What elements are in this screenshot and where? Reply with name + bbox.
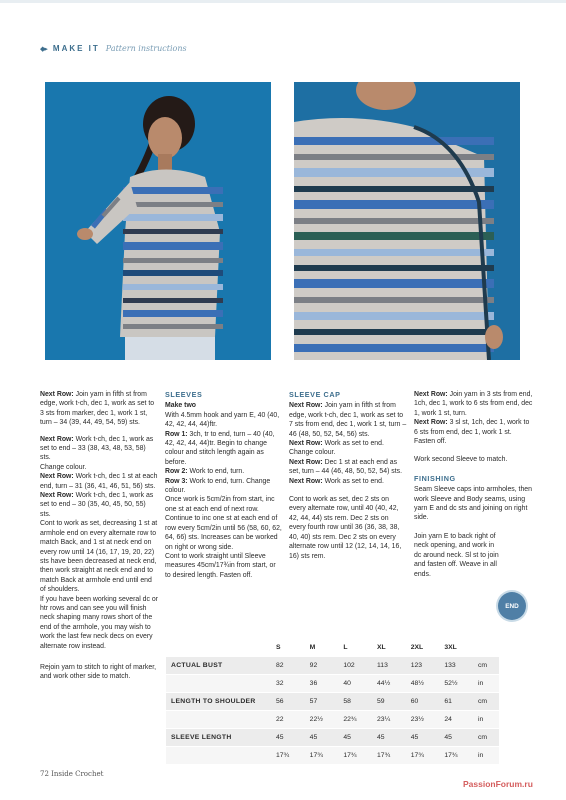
table-row (166, 693, 499, 711)
table-cell: 56 (271, 693, 305, 711)
paragraph: Next Row: Work t-ch, dec 1 st at each end, turn – 31 (36, 41, 46, 51, 56) sts. (40, 473, 158, 490)
row-label (166, 747, 271, 765)
table-cell: 17¾ (439, 747, 473, 765)
table-cell: 48½ (406, 675, 440, 693)
table-row (166, 711, 499, 729)
column-1 (40, 390, 158, 689)
table-cell: 59 (372, 693, 406, 711)
paragraph: With 4.5mm hook and yarn E, 40 (40, 42, 42, 44, 44)ftr. (165, 411, 280, 429)
row-label: ACTUAL BUST (166, 657, 271, 675)
paragraph: Change colour. (40, 463, 87, 471)
table-cell: 2XL (406, 639, 440, 657)
table-cell: 40 (338, 675, 372, 693)
table-cell: 24 (439, 711, 473, 729)
table-cell: 45 (305, 729, 339, 747)
row-label (166, 711, 271, 729)
column-3 (289, 390, 407, 568)
table-cell: 36 (305, 675, 339, 693)
paragraph: Next Row: Work t-ch, dec 1, work as set to end – 30 (35, 40, 45, 50, 55) sts. (40, 492, 154, 518)
paragraph: Work second Sleeve to match. (414, 456, 508, 464)
paragraph: Next Row: Dec 1 st at each end as set, turn – 44 (46, 48, 50, 52, 54) sts. (289, 458, 402, 476)
paragraph: Next Row: Join yarn in fifth st from edge, work t-ch, dec 1, work as set to 3 sts from marker, dec 1, work 1 st, turn – 34 (39, 44, 49, 54, 59) sts. (40, 391, 155, 427)
watermark: PassionForum.ru (463, 779, 533, 789)
table-cell: 22 (271, 711, 305, 729)
table-cell: 113 (372, 657, 406, 675)
table-row (166, 675, 499, 693)
section-title: MAKE IT (52, 44, 100, 53)
table-cell: 45 (271, 729, 305, 747)
paragraph: If you have been working several dc or htr rows and can see you will finish neck shaping many rows short of the end of the armhole, you may wish to work the last few neck decs on every alternate row instead. (40, 595, 158, 650)
table-cell: 17¾ (372, 747, 406, 765)
paragraph: Next Row: Work t-ch, dec 1, work as set to end – 33 (38, 43, 48, 53, 58) sts. (40, 435, 154, 462)
row-label: LENGTH TO SHOULDER (166, 693, 271, 711)
table-cell: 102 (338, 657, 372, 675)
table-cell: cm (473, 693, 499, 711)
table-cell: 17¾ (305, 747, 339, 765)
table-cell (166, 639, 271, 657)
table-cell: 82 (271, 657, 305, 675)
page-number: 72 (40, 770, 49, 778)
table-header-row (166, 639, 499, 657)
table-cell: cm (473, 729, 499, 747)
model-illustration (45, 82, 271, 360)
paragraph: Cont to work straight until Sleeve measures 45cm/17¾in from start, or to desired length. Fasten off. (165, 552, 276, 579)
paragraph: Seam Sleeve caps into armholes, then work Sleeve and Body seams, using yarn E and dc sts and joining on right side. (414, 486, 532, 522)
table-cell: 133 (439, 657, 473, 675)
table-cell: cm (473, 657, 499, 675)
table-cell: 23½ (406, 711, 440, 729)
paragraph: Next Row: Work as set to end. Change colour. (289, 440, 384, 457)
paragraph: Row 3: Work to end, turn. Change colour. (165, 477, 271, 495)
paragraph: Cont to work as set, decreasing 1 st at armhole end on every alternate row to match Back, and 1 st at neck end on every row until 14 (16, 17, 19, 20, 22) sts have been decreased at neck end, then work straight at neck end and to match Back at armhole end until end of shoulders. (40, 520, 158, 594)
table-cell: L (338, 639, 372, 657)
table-cell: 58 (338, 693, 372, 711)
paragraph: Row 1: 3ch, tr to end, turn – 40 (40, 42, 42, 44, 44)tr. Begin to change colour and stitch length again as before. (165, 430, 275, 466)
paragraph: Next Row: Join yarn in fifth st from edge, work t-ch, dec 1, work as set to 7 sts from end, dec 1, work 1 st, turn – 46 (48, 50, 52, 54, 56) sts. (289, 402, 407, 438)
table-row (166, 729, 499, 747)
table-cell: 45 (439, 729, 473, 747)
end-badge: END (498, 592, 526, 620)
photo-model-back (45, 82, 271, 360)
table-cell: M (305, 639, 339, 657)
sizes-table (166, 639, 499, 765)
table-cell: S (271, 639, 305, 657)
sleeve-illustration (294, 82, 520, 360)
paragraph: Rejoin yarn to stitch to right of marker, and work other side to match. (40, 663, 157, 681)
double-arrow-icon: ◆▸ (40, 45, 47, 53)
paragraph: Fasten off. (414, 438, 447, 446)
table-cell: 45 (372, 729, 406, 747)
paragraph: Next Row: Join yarn in 3 sts from end, 1ch, dec 1, work to 6 sts from end, dec 1, work 1 st, turn. (414, 391, 533, 417)
table-cell: 22½ (305, 711, 339, 729)
section-header (40, 44, 187, 53)
table-cell: in (473, 711, 499, 729)
paragraph: Once work is 5cm/2in from start, inc one st at each end of next row. Continue to inc one st at each end of row every 5cm/2in until 56 (58, 60, 62, 64, 66) sts. Increases can be worked on right or wrong side. (165, 496, 282, 551)
paragraph: Cont to work as set, dec 2 sts on every alternate row, until 40 (40, 42, 42, 44, 44) sts rem. Dec 2 sts on every fourth row until 36 (36, 38, 38, 40, 40) sts rem. Dec 2 sts on every alternate row until 12 (12, 14, 14, 16, 16) sts rem. (289, 496, 402, 560)
table-cell: in (473, 675, 499, 693)
table-cell: 17¾ (338, 747, 372, 765)
table-cell: 52½ (439, 675, 473, 693)
table-cell: 61 (439, 693, 473, 711)
table-cell: 32 (271, 675, 305, 693)
table-cell: 45 (338, 729, 372, 747)
section-subtitle: Pattern instructions (105, 44, 187, 53)
table-cell: 123 (406, 657, 440, 675)
paragraph: Join yarn E to back right of neck opening, and work in dc around neck. Sl st to join and fasten off. Weave in all ends. (414, 532, 499, 578)
heading-finishing: FINISHING (414, 473, 456, 483)
table-cell: 45 (406, 729, 440, 747)
table-cell: 3XL (439, 639, 473, 657)
photo-sleeve-detail (294, 82, 520, 360)
row-label (166, 675, 271, 693)
table-cell: 60 (406, 693, 440, 711)
column-4 (414, 390, 534, 586)
top-rule (0, 0, 566, 3)
table-cell: 44½ (372, 675, 406, 693)
paragraph: Next Row: 3 sl st, 1ch, dec 1, work to 6 sts from end, dec 1, work 1 st. (414, 419, 530, 436)
table-cell: 22¾ (338, 711, 372, 729)
table-cell: 57 (305, 693, 339, 711)
table-cell (473, 639, 499, 657)
table-row (166, 657, 499, 675)
heading-sleeve-cap: SLEEVE CAP (289, 390, 341, 399)
table-cell: 17¾ (406, 747, 440, 765)
table-cell: XL (372, 639, 406, 657)
page-footer (40, 770, 103, 778)
table-cell: 23¼ (372, 711, 406, 729)
table-cell: in (473, 747, 499, 765)
column-2 (165, 390, 283, 587)
row-label: SLEEVE LENGTH (166, 729, 271, 747)
paragraph: Next Row: Work as set to end. (289, 477, 384, 485)
subheading: Make two (165, 402, 197, 410)
paragraph: Row 2: Work to end, turn. (165, 468, 245, 476)
table-cell: 92 (305, 657, 339, 675)
table-cell: 17¾ (271, 747, 305, 765)
table-row (166, 747, 499, 765)
magazine-name: Inside Crochet (51, 770, 104, 778)
heading-sleeves: SLEEVES (165, 390, 203, 399)
